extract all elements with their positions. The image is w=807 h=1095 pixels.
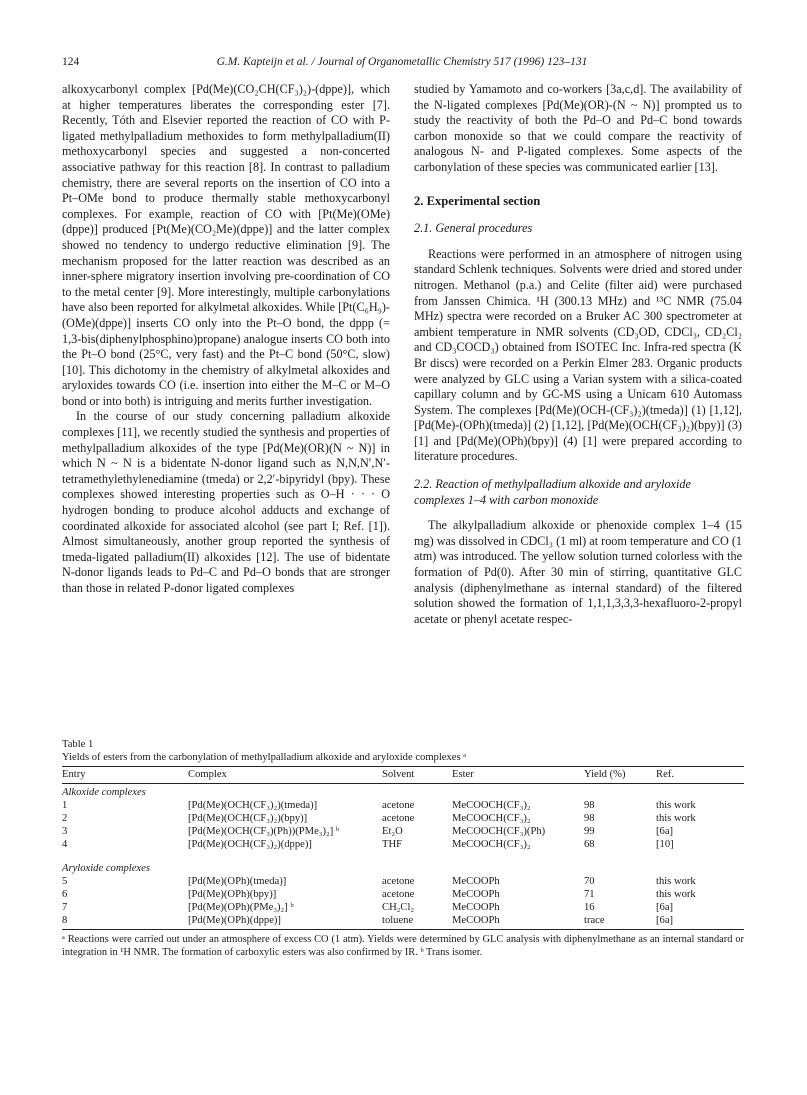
cell-solvent: acetone	[382, 800, 415, 811]
cell-yield: 99	[584, 826, 595, 837]
cell-yield: 98	[584, 813, 595, 824]
general-procedures-paragraph: Reactions were performed in an atmosphere of nitrogen using standard Schlenk techniques. Solvents were dried and stored under nitrogen. Methanol (p.a.) and Celite (filter aid) were purchased from Janssen Chimica. ¹H (300.13 MHz) and ¹³C NMR (75.04 MHz) spectra were recorded on a Bruker AC 300 spectrometer at ambient temperature in NMR solvents (CD₃OD, CDCl₃, CD₂Cl₂ and CD₃COCD₃) obtained from ISOTEC Inc. Infra-red spectra (K Br discs) were recorded on a Perkin Elmer 283. Organic products were analyzed by GLC using a Varian system with a silica-coated capillary column and by GC-MS using a Unicam 610 Automass System. The complexes [Pd(Me)(OCH-(CF₃)₂)(tmeda)] (1) [1,12], [Pd(Me)-(OPh)(tmeda)] (2) [1,12], [Pd(Me)(OCH(CF₃)₂)(bpy)] (3) [1] and [Pd(Me)(OPh)(bpy)] (4) [1] were prepared according to literature procedures.	[414, 246, 742, 464]
cell-ref: [10]	[656, 839, 674, 850]
header-yield: Yield (%)	[584, 767, 656, 784]
cell-yield: 98	[584, 800, 595, 811]
group-aryloxide: Aryloxide complexes	[62, 863, 150, 874]
section-title: 2. Experimental section	[414, 193, 541, 208]
cell-ref: this work	[656, 800, 696, 811]
cell-ester: MeCOOCH(CF₃)₂	[452, 839, 531, 850]
cell-ester: MeCOOPh	[452, 915, 500, 926]
cell-ref: this work	[656, 876, 696, 887]
table-row	[62, 888, 744, 901]
cell-entry: 5	[62, 876, 68, 887]
cell-entry: 2	[62, 813, 68, 824]
cell-ester: MeCOOPh	[452, 889, 500, 900]
cell-ester: MeCOOCH(CF₃)₂	[452, 800, 531, 811]
table-row	[62, 875, 744, 888]
group-alkoxide: Alkoxide complexes	[62, 787, 146, 798]
right-column	[414, 82, 742, 627]
cell-entry: 8	[62, 915, 68, 926]
header-entry: Entry	[62, 767, 188, 784]
cell-solvent: toluene	[382, 915, 414, 926]
cell-yield: 68	[584, 839, 595, 850]
left-column	[62, 82, 390, 597]
left-paragraph-1: alkoxycarbonyl complex [Pd(Me)(CO₂CH(CF₃)₂)-(dppe)], which at higher temperatures liberates the corresponding ester [7]. Recently, Tóth and Elsevier reported the reaction of CO with P-ligated methylpalladium methoxides to form methylpalladium(II) methoxycarbonyl species and suggested a non-concerted associative pathway for this reaction [8]. In contrast to palladium chemistry, there are several reports on the insertion of CO into a Pt–OMe bond to produce thermally stable methoxycarbonyl complexes. For example, reaction of CO with [Pt(Me)(OMe)(dppe)] produced [Pt(Me)(CO₂Me)(dppe)] and the latter complex showed no tendency to undergo reductive elimination [9]. The mechanism proposed for the latter reaction was described as an inner-sphere migratory insertion involving pre-coordination of CO to the metal center [9]. More interestingly, multiple carbonylations have also been reported for alkylmetal alkoxides. While [Pt(C₆H₉)-(OMe)(dppe)] inserts CO only into the Pt–O bond, the dppp (= 1,3-bis(diphenylphosphino)propane) analogue inserts CO both into the Pt–O bond (25°C, very fast) and the Pt–C bond (50°C, slow) [10]. This dichotomy in the chemistry of alkylmetal alkoxides and aryloxides towards CO (i.e. insertion into either the M–C or M–O bond or into both) is intriguing and merits further investigation.	[62, 82, 390, 408]
cell-ref: [6a]	[656, 826, 674, 837]
left-paragraph-2: In the course of our study concerning palladium alkoxide complexes [11], we recently studied the synthesis and properties of methylpalladium alkoxides of the type [Pd(Me)(OR)(N ~ N)] in which N ~ N is a bidentate N-donor ligand such as N,N,N′,N′-tetramethylethylenediamine (tmeda) or 2,2′-bipyridyl (bpy). These complexes showed interesting properties such as O–H · · · O hydrogen bonding to produce alcohol adducts and exchange of coordinated alkoxide for associated alcohol (see part I; Ref. [1]). Almost simultaneously, another group reported the synthesis of tmeda-ligated palladium(II) alkoxides [12]. The use of bidentate N-donor ligands leads to Pd–C and Pd–O bonds that are stronger than those in related P-donor ligated complexes	[62, 409, 390, 595]
running-title: G.M. Kapteijn et al. / Journal of Organometallic Chemistry 517 (1996) 123–131	[216, 56, 588, 68]
table-caption: Yields of esters from the carbonylation of methylpalladium alkoxide and aryloxide complexes ᵃ	[62, 752, 467, 763]
cell-yield: 16	[584, 902, 595, 913]
cell-solvent: acetone	[382, 813, 415, 824]
cell-complex: [Pd(Me)(OCH(CF₃)₂)(tmeda)]	[188, 800, 318, 811]
cell-solvent: Et₂O	[382, 826, 403, 837]
table-row	[62, 799, 744, 812]
cell-yield: 70	[584, 876, 595, 887]
table-row	[62, 838, 744, 851]
table-row	[62, 914, 744, 929]
cell-complex: [Pd(Me)(OCH(CF₃)(Ph))(PMe₃)₂] ᵇ	[188, 826, 340, 837]
table-row	[62, 825, 744, 838]
cell-ester: MeCOOPh	[452, 902, 500, 913]
cell-solvent: CH₂Cl₂	[382, 902, 415, 913]
header-ref: Ref.	[656, 767, 744, 784]
cell-complex: [Pd(Me)(OCH(CF₃)₂)(dppe)]	[188, 839, 312, 850]
cell-solvent: THF	[382, 839, 403, 850]
cell-ref: [6a]	[656, 915, 674, 926]
yields-table	[62, 766, 744, 929]
cell-complex: [Pd(Me)(OPh)(bpy)]	[188, 889, 277, 900]
table-bottom-rule	[62, 929, 744, 930]
page-header	[62, 56, 742, 72]
cell-yield: 71	[584, 889, 595, 900]
cell-ester: MeCOOCH(CF₃)₂	[452, 813, 531, 824]
subsection-title-general: 2.1. General procedures	[414, 221, 533, 236]
right-paragraph-1: studied by Yamamoto and co-workers [3a,c,d]. The availability of the N-ligated complexes [Pd(Me)(OR)-(N ~ N)] prompted us to study the reactivity of both the Pd–O and Pd–C bond towards carbon monoxide so that we could compare the reactivity of analogous N- and P-ligated complexes. Some aspects of the carbonylation of these species was communicated earlier [13].	[414, 82, 742, 174]
cell-complex: [Pd(Me)(OCH(CF₃)₂)(bpy)]	[188, 813, 308, 824]
cell-entry: 1	[62, 800, 68, 811]
cell-ester: MeCOOPh	[452, 876, 500, 887]
table-row	[62, 812, 744, 825]
table-header-row	[62, 767, 744, 784]
page-number: 124	[62, 56, 80, 68]
cell-entry: 4	[62, 839, 68, 850]
subsection-title-reaction: 2.2. Reaction of methylpalladium alkoxide and aryloxide complexes 1–4 with carbon monoxide	[414, 477, 691, 507]
table-1	[62, 738, 744, 959]
cell-complex: [Pd(Me)(OPh)(dppe)]	[188, 915, 281, 926]
cell-entry: 6	[62, 889, 68, 900]
cell-yield: trace	[584, 915, 605, 926]
cell-solvent: acetone	[382, 889, 415, 900]
cell-ref: this work	[656, 813, 696, 824]
header-solvent: Solvent	[382, 767, 452, 784]
reaction-paragraph: The alkylpalladium alkoxide or phenoxide complex 1–4 (15 mg) was dissolved in CDCl₃ (1 ml) at room temperature and CO (1 atm) was introduced. The yellow solution turned colorless with the formation of Pd(0). After 30 min of stirring, quantitative GLC analysis (diphenylmethane as internal standard) of the filtered solution showed the formation of 1,1,1,3,3,3-hexafluoro-2-propyl acetate or phenyl acetate respec-	[414, 518, 742, 626]
cell-complex: [Pd(Me)(OPh)(tmeda)]	[188, 876, 287, 887]
cell-ref: this work	[656, 889, 696, 900]
cell-ref: [6a]	[656, 902, 674, 913]
table-footnote: ᵃ Reactions were carried out under an atmosphere of excess CO (1 atm). Yields were determined by GLC analysis with diphenylmethane as an internal standard or integration in ¹H NMR. The formation of carboxylic esters was also confirmed by IR. ᵇ Trans isomer.	[62, 934, 744, 958]
table-label: Table 1	[62, 739, 94, 750]
cell-complex: [Pd(Me)(OPh)(PMe₃)₂] ᵇ	[188, 902, 294, 913]
cell-solvent: acetone	[382, 876, 415, 887]
header-ester: Ester	[452, 767, 584, 784]
header-complex: Complex	[188, 767, 382, 784]
cell-entry: 7	[62, 902, 68, 913]
table-row	[62, 901, 744, 914]
cell-entry: 3	[62, 826, 68, 837]
cell-ester: MeCOOCH(CF₃)(Ph)	[452, 826, 546, 837]
